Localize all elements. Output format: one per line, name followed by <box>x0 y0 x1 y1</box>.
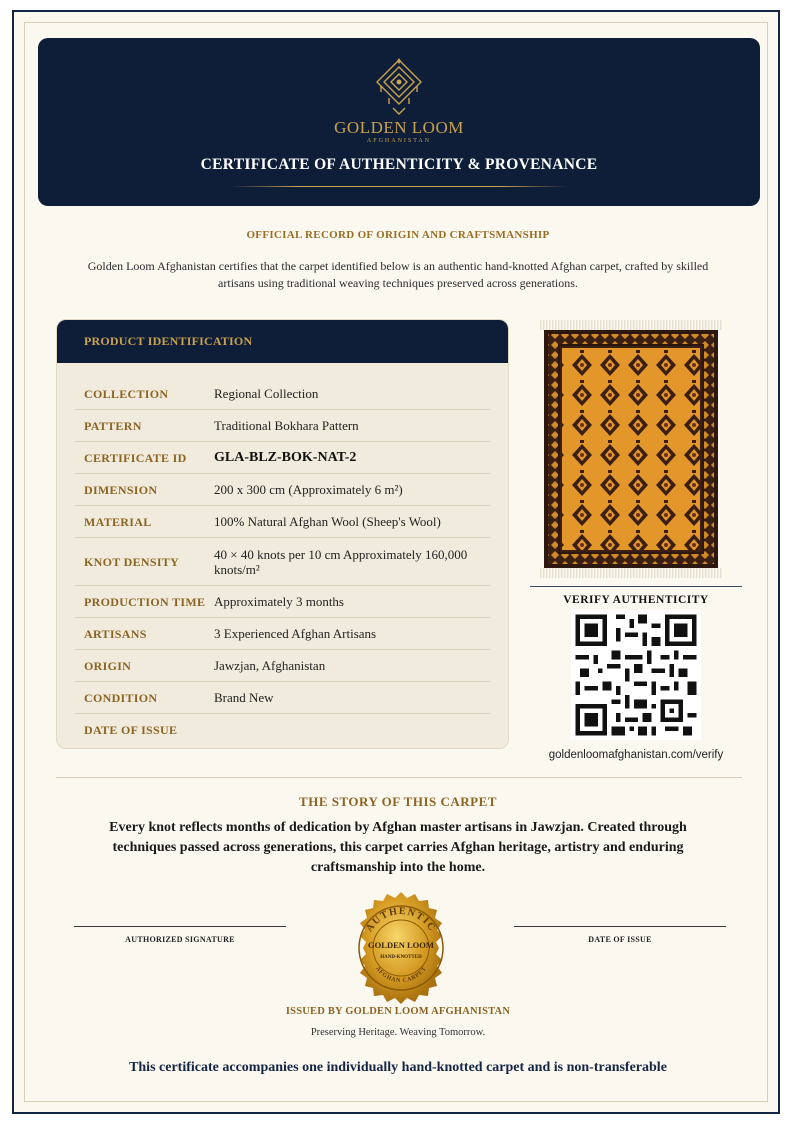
brand-subtitle: AFGHANISTAN <box>366 138 432 144</box>
row-label: KNOT DENSITY <box>84 554 180 569</box>
verify-title: VERIFY AUTHENTICITY <box>563 594 709 606</box>
certificate-title: CERTIFICATE OF AUTHENTICITY & PROVENANCE <box>200 156 598 173</box>
row-value: Brand New <box>214 690 274 705</box>
header-divider <box>230 186 568 187</box>
row-condition <box>74 682 490 714</box>
row-label: ARTISANS <box>84 626 147 641</box>
row-value: 100% Natural Afghan Wool (Sheep's Wool) <box>214 514 441 529</box>
row-value: Traditional Bokhara Pattern <box>214 418 359 433</box>
brand-name: GOLDEN LOOM <box>334 118 464 137</box>
row-label: MATERIAL <box>84 514 152 529</box>
row-value: Approximately 3 months <box>214 594 344 609</box>
row-material <box>74 506 490 538</box>
authentic-gold-seal-icon <box>343 890 459 1006</box>
row-value: 40 × 40 knots per 10 cm Approximately 160,000 knots/m² <box>214 546 468 577</box>
row-origin <box>74 650 490 682</box>
certificate-header <box>38 38 760 206</box>
seal-line2-text: AFGHAN CARPET <box>374 965 428 985</box>
row-label: DIMENSION <box>84 482 158 497</box>
row-label: PRODUCTION TIME <box>84 594 206 609</box>
row-label: PATTERN <box>84 418 142 433</box>
product-panel-heading: PRODUCT IDENTIFICATION <box>57 320 508 363</box>
row-label: DATE OF ISSUE <box>84 723 178 737</box>
story-text: Every knot reflects months of dedication by Afghan master artisans in Jawzjan. Created through techniques passed across generations, this carpet carries Afghan heritage, artistry and enduring craftsmanship into the home. <box>109 820 687 875</box>
product-identification-panel <box>56 319 509 749</box>
issued-by: ISSUED BY GOLDEN LOOM AFGHANISTAN <box>285 1006 511 1017</box>
seal-brand-text: GOLDEN LOOM <box>368 940 434 950</box>
verification-qr-code[interactable] <box>571 610 701 740</box>
row-certificate-id <box>74 442 490 474</box>
authorized-signature-label: AUTHORIZED SIGNATURE <box>125 935 235 944</box>
row-collection <box>74 378 490 410</box>
row-pattern <box>74 410 490 442</box>
certificate-id-value: GLA-BLZ-BOK-NAT-2 <box>214 450 357 465</box>
row-knot-density <box>74 538 490 586</box>
row-artisans <box>74 618 490 650</box>
product-rows <box>74 378 490 746</box>
seal-top-text: AUTHENTIC <box>364 905 438 934</box>
row-value: 200 x 300 cm (Approximately 6 m²) <box>214 482 403 497</box>
golden-loom-logo-icon <box>375 58 423 116</box>
intro-paragraph: Golden Loom Afghanistan certifies that the carpet identified below is an authentic hand-knotted Afghan carpet, crafted by skilled artisans using traditional weaving techniques preserved across generations. <box>87 259 709 290</box>
row-dimension <box>74 474 490 506</box>
certificate-page <box>12 10 780 1114</box>
row-date-of-issue <box>74 714 490 746</box>
row-label: CERTIFICATE ID <box>84 450 187 465</box>
date-of-issue-line <box>514 926 726 927</box>
date-of-issue-label: DATE OF ISSUE <box>588 935 652 944</box>
carpet-divider <box>530 586 742 587</box>
seal-line1-text: HAND-KNOTTED <box>380 955 422 960</box>
row-production-time <box>74 586 490 618</box>
tagline: Preserving Heritage. Weaving Tomorrow. <box>310 1027 486 1038</box>
carpet-image <box>540 320 722 578</box>
row-value: Regional Collection <box>214 386 319 401</box>
row-label: CONDITION <box>84 690 158 705</box>
section-divider <box>56 777 742 778</box>
row-label: COLLECTION <box>84 386 169 401</box>
record-subtitle: OFFICIAL RECORD OF ORIGIN AND CRAFTSMANSHIP <box>246 229 550 241</box>
story-title: THE STORY OF THIS CARPET <box>299 794 497 809</box>
non-transferable-note: This certificate accompanies one individually hand-knotted carpet and is non-transferable <box>129 1060 667 1075</box>
row-value: 3 Experienced Afghan Artisans <box>214 626 377 641</box>
row-value: Jawzjan, Afghanistan <box>214 658 326 673</box>
verify-url-link[interactable]: goldenloomafghanistan.com/verify <box>548 749 724 761</box>
row-label: ORIGIN <box>84 658 132 673</box>
authorized-signature-line <box>74 926 286 927</box>
